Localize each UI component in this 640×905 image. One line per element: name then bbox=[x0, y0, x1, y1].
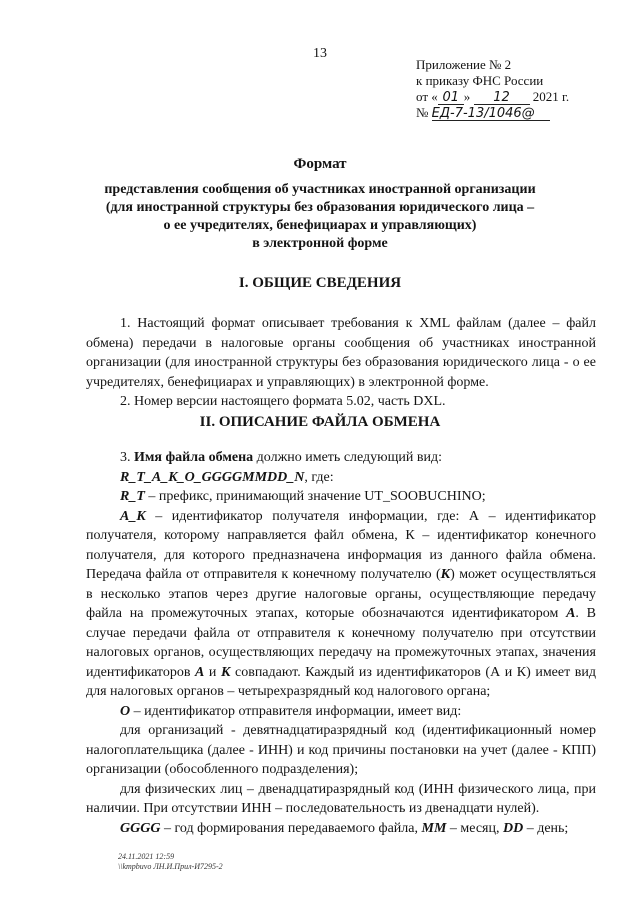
p3-number: 3. bbox=[120, 450, 134, 465]
footer-path: \\kmpbuvo ЛН.И.Прил-И7295-2 bbox=[118, 862, 223, 871]
rt-definition bbox=[86, 487, 596, 507]
date-year: 2021 г. bbox=[532, 89, 570, 104]
number-prefix: № bbox=[416, 105, 429, 120]
footer-timestamp: 24.11.2021 12:59 bbox=[118, 852, 175, 861]
appendix-number bbox=[416, 105, 569, 121]
filename-pattern-line bbox=[86, 468, 596, 488]
page-number: 13 bbox=[313, 46, 327, 61]
date-definition bbox=[86, 819, 596, 839]
paragraph-2: 2. Номер версии настоящего формата 5.02, часть DXL. bbox=[120, 394, 446, 409]
filename-pattern: R_T_A_K_O_GGGGMMDD_N bbox=[120, 469, 305, 485]
title-line-1: представления сообщения об участниках иностранной организации bbox=[104, 182, 536, 197]
section-2-body bbox=[86, 448, 596, 838]
title-line-3: о ее учредителях, бенефициарах и управляющих) bbox=[163, 218, 477, 233]
ak-text-3: . В случае передачи файла от отправителя к конечному получателю при отсутствии налоговых органов, осуществляющих передачу на промежуточных этапах, значения идентификаторов bbox=[86, 606, 596, 680]
ak-a-1: А bbox=[566, 606, 576, 621]
ak-text-1: – идентификатор получателя информации, где: А – идентификатор получателя, которому направляется файл обмена, К – идентификатор конечного получателя, для которого предназначена информация из данного файла обмена. Передача файла от отправителя к конечному получателю ( bbox=[86, 508, 596, 582]
p3-bold-term: Имя файла обмена bbox=[134, 450, 254, 465]
ak-text-4: совпадают. Каждый из идентификаторов (А и К) имеет вид для налоговых органов – четырехразрядный код налогового органа; bbox=[86, 664, 596, 699]
ak-and: и bbox=[204, 664, 221, 680]
title-line-4: в электронной форме bbox=[252, 236, 388, 251]
dd-text: – день; bbox=[523, 820, 569, 836]
o-text: – идентификатор отправителя информации, имеет вид: bbox=[130, 703, 462, 719]
title-main: Формат bbox=[293, 156, 347, 172]
date-prefix: от « bbox=[416, 89, 438, 104]
appendix-line-1: Приложение № 2 bbox=[416, 57, 512, 72]
date-day-handwritten: 01 bbox=[438, 91, 464, 105]
o-definition bbox=[86, 702, 596, 722]
mm-term: ММ bbox=[421, 820, 447, 836]
gggg-text: – год формирования передаваемого файла, bbox=[160, 820, 422, 836]
paragraph-3 bbox=[86, 448, 596, 468]
ak-k-2: К bbox=[220, 664, 231, 680]
appendix-header bbox=[416, 57, 569, 121]
date-mid: » bbox=[463, 89, 471, 104]
ak-definition bbox=[86, 507, 596, 702]
section-1-body bbox=[86, 314, 596, 412]
person-definition: для физических лиц – двенадцатиразрядный код (ИНН физического лица, при наличии. При отсутствии ИНН – последовательность из двенадцати нулей). bbox=[86, 781, 596, 816]
gggg-term: GGGG bbox=[120, 820, 161, 836]
order-number-handwritten: ЕД-7-13/1046@ bbox=[432, 107, 550, 121]
p3-rest: должно иметь следующий вид: bbox=[253, 450, 443, 465]
appendix-line-2: к приказу ФНС России bbox=[416, 73, 544, 88]
ak-text-2: ) может осуществляться в несколько этапов через другие налоговые органы, осуществляющие передачу файла на промежуточных этапах, которые обозначаются идентификатором bbox=[86, 567, 596, 621]
date-month-handwritten: 12 bbox=[474, 91, 530, 105]
section-2-heading: II. ОПИСАНИЕ ФАЙЛА ОБМЕНА bbox=[199, 414, 441, 430]
section-1-heading: I. ОБЩИЕ СВЕДЕНИЯ bbox=[238, 275, 402, 291]
footer-stamp bbox=[118, 852, 223, 872]
document-title bbox=[0, 155, 640, 253]
filename-suffix: , где: bbox=[304, 469, 334, 485]
mm-text: – месяц, bbox=[446, 820, 503, 836]
appendix-date bbox=[416, 89, 569, 105]
o-term: O bbox=[120, 703, 131, 719]
rt-term: R_T bbox=[120, 489, 145, 504]
ak-a-2: А bbox=[195, 664, 205, 680]
ak-k-1: К bbox=[440, 567, 451, 582]
paragraph-1: 1. Настоящий формат описывает требования к XML файлам (далее – файл обмена) передачи в налоговые органы сообщения об участниках иностранной организации (для иностранной структуры без образования юридического лица - о ее учредителях, бенефициарах и управляющих) в электронной форме. bbox=[86, 316, 596, 390]
org-definition: для организаций - девятнадцатиразрядный код (идентификационный номер налогоплательщика (далее - ИНН) и код причины постановки на учет (далее - КПП) организации (обособленного подразделения); bbox=[86, 723, 596, 777]
rt-text: – префикс, принимающий значение UT_SOOBUCHINO; bbox=[144, 489, 486, 504]
dd-term: DD bbox=[502, 820, 524, 836]
title-line-2: (для иностранной структуры без образования юридического лица – bbox=[105, 200, 535, 215]
ak-term: A_K bbox=[120, 508, 146, 524]
